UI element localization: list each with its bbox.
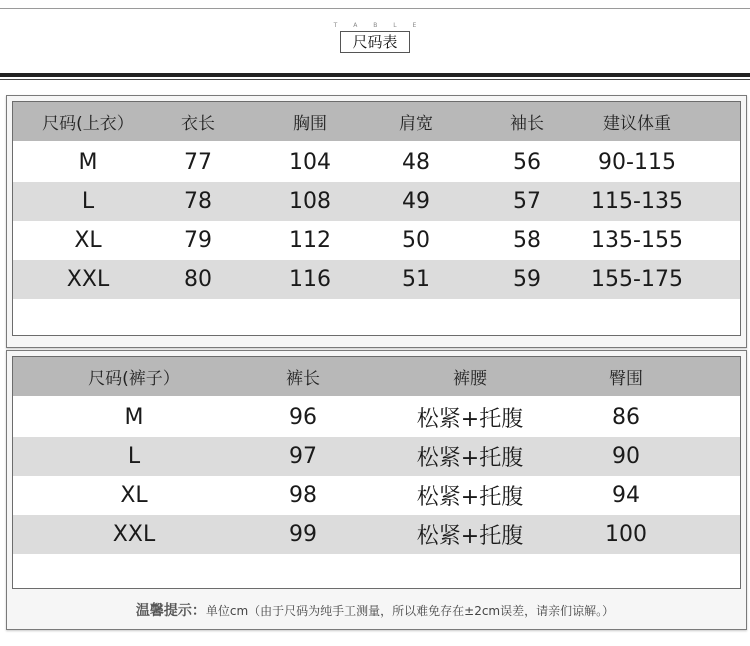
- tops-table-frame: [6, 95, 747, 348]
- sleeve-cell: 56: [513, 150, 541, 175]
- tops-header-weight: 建议体重: [603, 114, 671, 134]
- size-cell: XXL: [112, 522, 156, 547]
- length-cell: 99: [289, 522, 317, 547]
- shoulder-cell: 50: [402, 228, 430, 253]
- hip-cell: 90: [612, 444, 640, 469]
- waist-cell: 松紧+托腹: [416, 407, 524, 432]
- size-cell: XL: [120, 483, 148, 508]
- length-cell: 80: [184, 267, 212, 292]
- measurement-note: [0, 600, 750, 620]
- size-cell: M: [124, 405, 144, 430]
- table-row: [13, 437, 740, 476]
- weight-cell: 90-115: [598, 150, 676, 175]
- chest-cell: 108: [289, 189, 331, 214]
- pants-size-table: [12, 356, 741, 589]
- top-rule: [0, 8, 750, 9]
- tops-header-size: 尺码(上衣）: [42, 114, 134, 134]
- size-cell: L: [127, 444, 141, 469]
- table-row: [13, 221, 740, 260]
- tops-size-table: [12, 101, 741, 336]
- tops-header-chest: 胸围: [293, 114, 327, 134]
- shoulder-cell: 48: [402, 150, 430, 175]
- size-cell: L: [81, 189, 95, 214]
- note-text: 单位cm（由于尺码为纯手工测量，所以难免存在±2cm误差，请亲们谅解。）: [205, 604, 615, 618]
- tops-header-shoulder: 肩宽: [399, 114, 433, 134]
- pants-header-hip: 臀围: [609, 369, 643, 389]
- length-cell: 96: [289, 405, 317, 430]
- chest-cell: 112: [289, 228, 331, 253]
- weight-cell: 155-175: [591, 267, 683, 292]
- waist-cell: 松紧+托腹: [416, 524, 524, 549]
- size-cell: M: [78, 150, 98, 175]
- pants-header-row: [13, 357, 740, 396]
- table-row: [13, 182, 740, 221]
- waist-cell: 松紧+托腹: [416, 446, 524, 471]
- tops-header-length: 衣长: [181, 114, 215, 134]
- hip-cell: 100: [605, 522, 647, 547]
- table-row: [13, 515, 740, 554]
- tops-header-sleeve: 袖长: [510, 114, 544, 134]
- pants-table-frame: [6, 350, 747, 630]
- size-cell: XL: [74, 228, 102, 253]
- chest-cell: 116: [289, 267, 331, 292]
- shoulder-cell: 49: [402, 189, 430, 214]
- thick-divider: [0, 73, 750, 77]
- length-cell: 79: [184, 228, 212, 253]
- weight-cell: 135-155: [591, 228, 683, 253]
- pants-header-size: 尺码(裤子）: [88, 369, 180, 389]
- pants-header-length: 裤长: [286, 369, 320, 389]
- sleeve-cell: 59: [513, 267, 541, 292]
- tops-header-row: [13, 102, 740, 141]
- length-cell: 77: [184, 150, 212, 175]
- chest-cell: 104: [289, 150, 331, 175]
- waist-cell: 松紧+托腹: [416, 485, 524, 510]
- table-row: [13, 398, 740, 437]
- table-row: [13, 143, 740, 182]
- size-cell: XXL: [66, 267, 110, 292]
- sleeve-cell: 57: [513, 189, 541, 214]
- shoulder-cell: 51: [402, 267, 430, 292]
- title-block: [0, 22, 750, 53]
- length-cell: 98: [289, 483, 317, 508]
- table-row: [13, 476, 740, 515]
- note-label: 温馨提示：: [135, 603, 206, 619]
- title-small-caption: T A B L E: [333, 22, 424, 29]
- sleeve-cell: 58: [513, 228, 541, 253]
- table-row: [13, 260, 740, 299]
- length-cell: 97: [289, 444, 317, 469]
- pants-header-waist: 裤腰: [453, 369, 487, 389]
- hip-cell: 86: [612, 405, 640, 430]
- thin-divider: [0, 79, 750, 80]
- length-cell: 78: [184, 189, 212, 214]
- hip-cell: 94: [612, 483, 640, 508]
- page-title: 尺码表: [340, 31, 409, 53]
- weight-cell: 115-135: [591, 189, 683, 214]
